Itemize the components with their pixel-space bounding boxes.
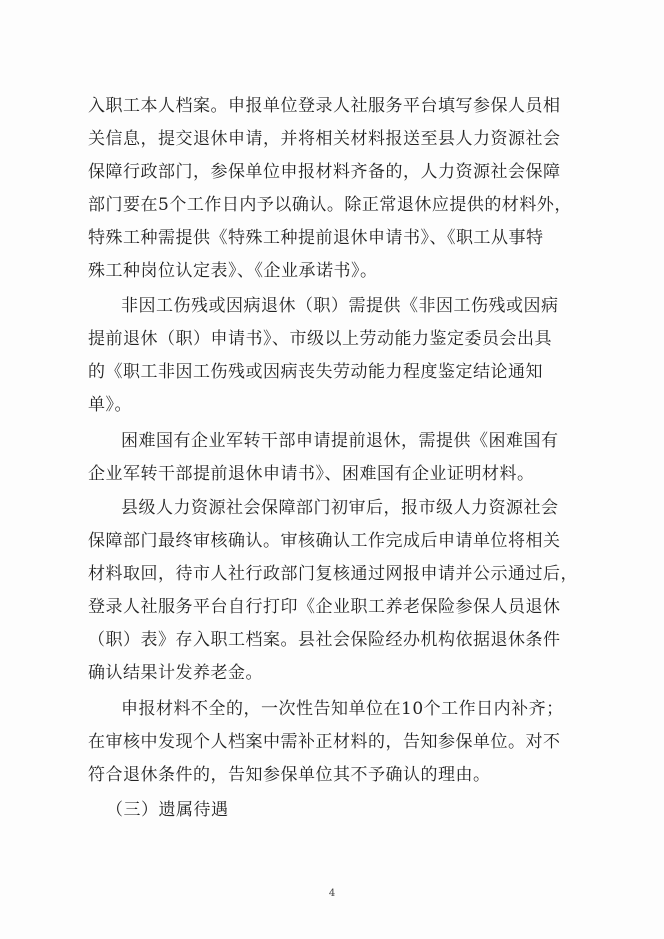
paragraph-line: 困难国有企业军转干部申请提前退休，需提供《困难国有 <box>121 431 559 451</box>
paragraph-line: 单》。 <box>88 395 132 415</box>
paragraph-line: 确认结果计发养老金。 <box>88 663 263 683</box>
page-number: 4 <box>328 888 336 899</box>
section-heading-text: （三）遗属待遇 <box>106 800 229 820</box>
paragraph-line: 非因工伤残或因病退休（职）需提供《非因工伤残或因病 <box>121 296 559 316</box>
paragraph-line: （职）表》存入职工档案。县社会保险经办机构依据退休条件 <box>88 630 561 650</box>
paragraph-line: 申报材料不全的，一次性告知单位在10个工作日内补齐； <box>121 699 564 719</box>
paragraph-line: 材料取回，待市人社行政部门复核通过网报申请并公示通过后， <box>88 564 578 584</box>
paragraph-line: 县级人力资源社会保障部门初审后，报市级人力资源社会 <box>121 498 559 518</box>
paragraph-line: 保障部门最终审核确认。审核确认工作完成后申请单位将相关 <box>88 531 561 551</box>
paragraph-line: 符合退休条件的，告知参保单位其不予确认的理由。 <box>88 765 491 785</box>
paragraph-line: 保障行政部门，参保单位申报材料齐备的，人力资源社会保障 <box>88 162 561 182</box>
paragraph-line: 的《职工非因工伤残或因病丧失劳动能力程度鉴定结论通知 <box>88 362 543 382</box>
paragraph-line: 企业军转干部提前退休申请书》、困难国有企业证明材料。 <box>88 464 535 484</box>
paragraph-line: 入职工本人档案。申报单位登录人社服务平台填写参保人员相 <box>88 96 561 116</box>
paragraph-line: 特殊工种需提供《特殊工种提前退休申请书》、《职工从事特 <box>88 228 544 248</box>
paragraph-line: 在审核中发现个人档案中需补正材料的，告知参保单位。对不 <box>88 732 561 752</box>
paragraph-line: 部门要在5个工作日内予以确认。除正常退休应提供的材料外， <box>88 195 572 215</box>
paragraph-line: 提前退休（职）申请书》、市级以上劳动能力鉴定委员会出具 <box>88 329 552 349</box>
paragraph-line: 殊工种岗位认定表》、《企业承诺书》。 <box>88 261 378 281</box>
paragraph-line: 登录人社服务平台自行打印《企业职工养老保险参保人员退休 <box>88 597 561 617</box>
paragraph-line: 关信息，提交退休申请，并将相关材料报送至县人力资源社会 <box>88 129 561 149</box>
